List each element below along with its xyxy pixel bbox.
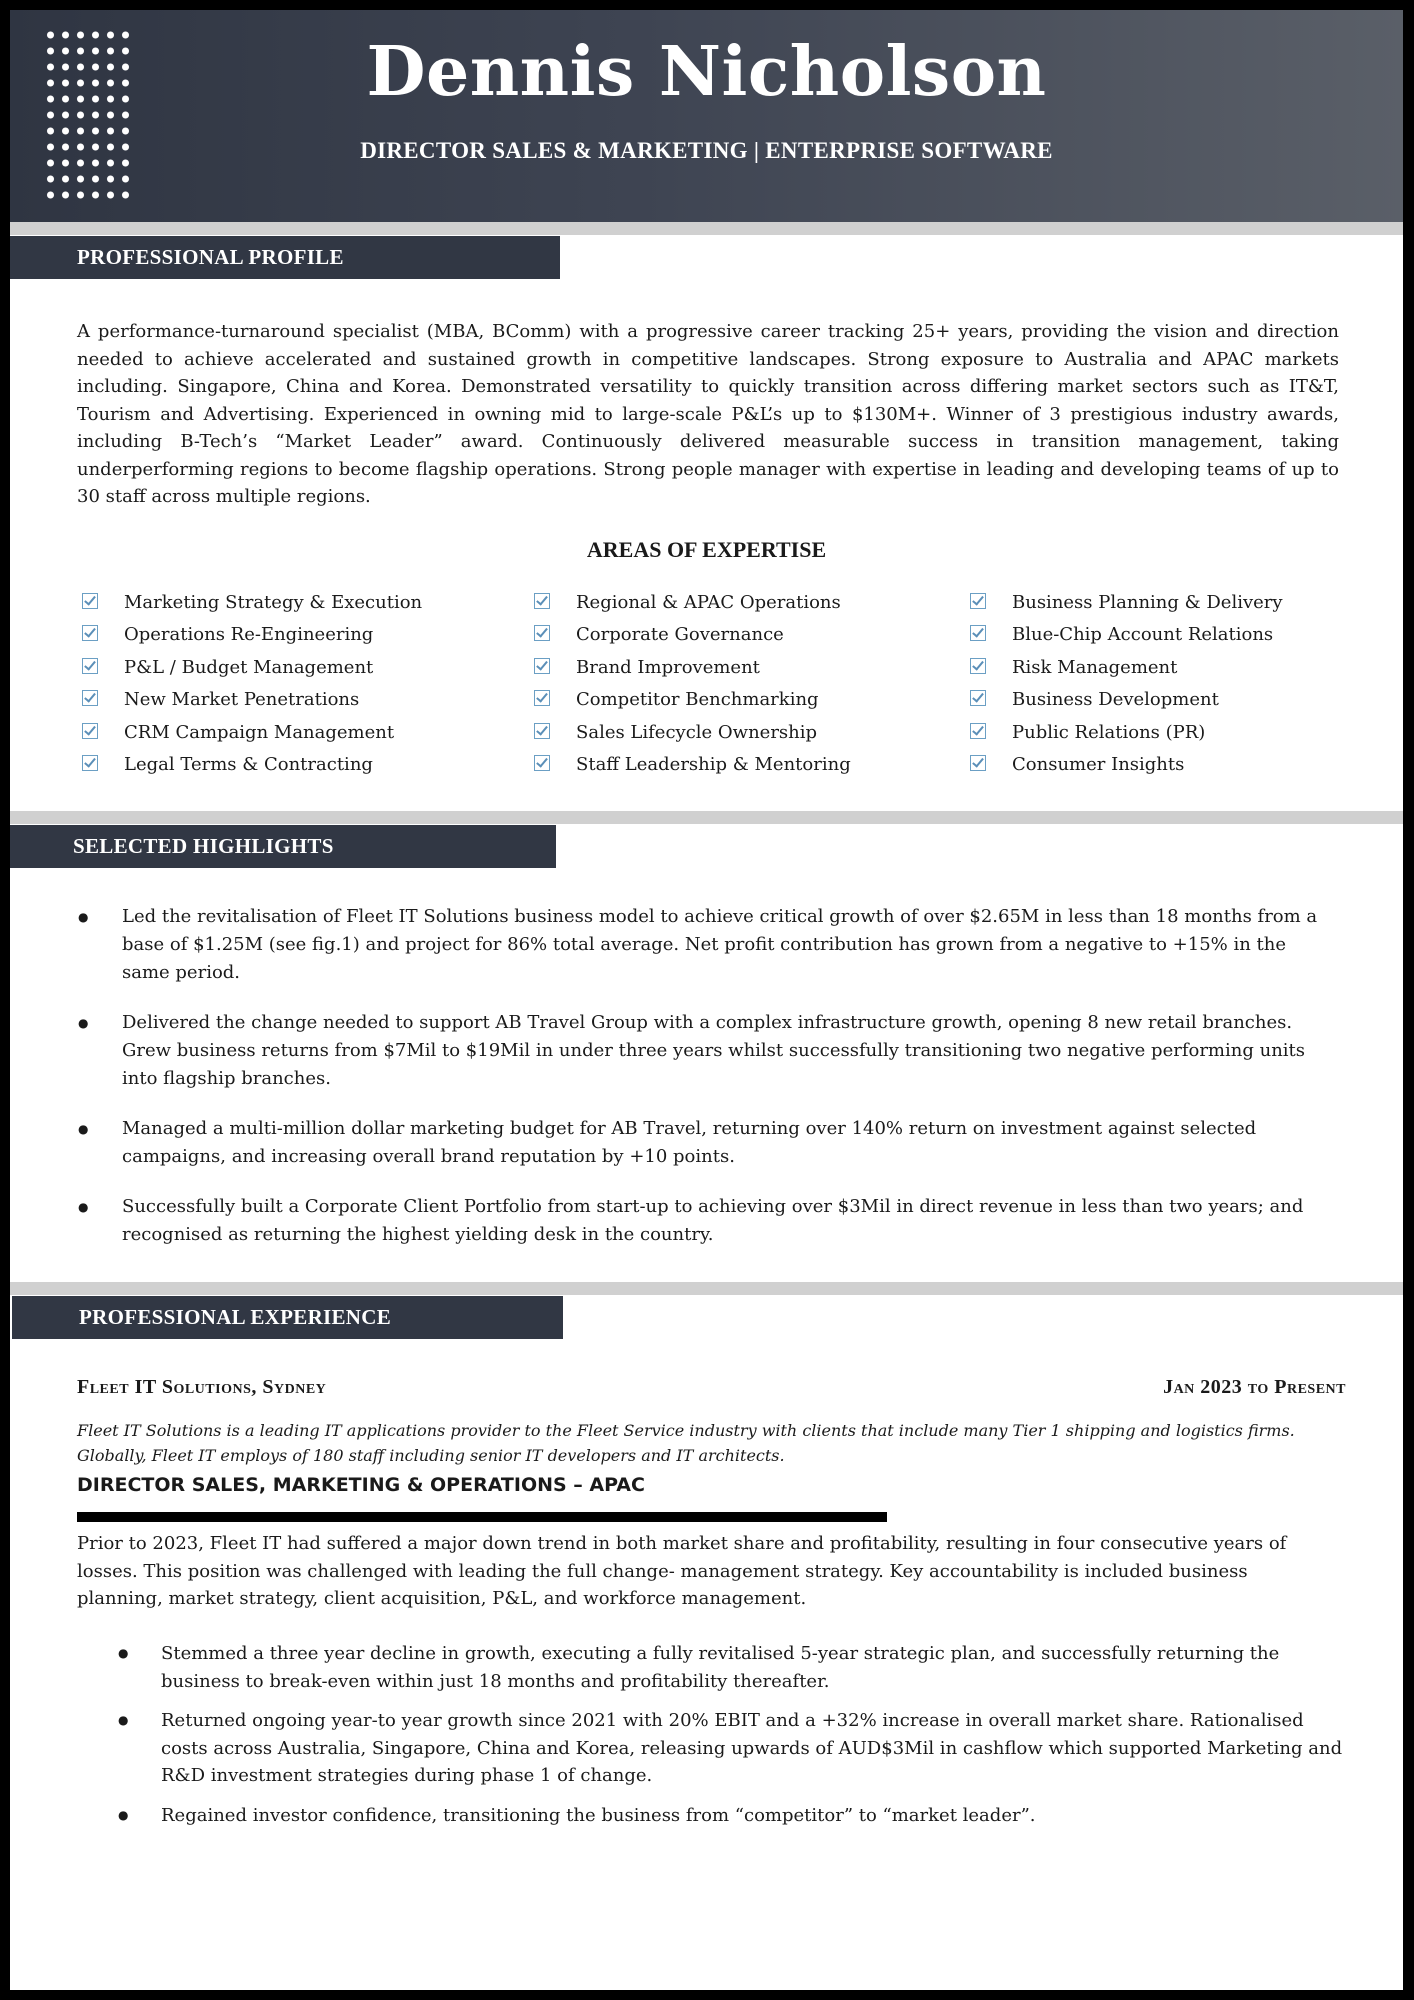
expertise-label: New Market Penetrations	[124, 689, 360, 711]
expertise-label: Public Relations (PR)	[1012, 721, 1206, 743]
highlight-item: ● Managed a multi-million dollar marketing budget for AB Travel, returning over 140% return on investment against selected campaigns, and increasing overall brand reputation by +10 points.	[78, 1115, 1328, 1171]
expertise-label: Staff Leadership & Mentoring	[576, 753, 851, 775]
achievement-item: ● Regained investor confidence, transitioning the business from “competitor” to “market leader”.	[118, 1802, 1348, 1830]
expertise-column	[534, 587, 851, 781]
candidate-tagline: DIRECTOR SALES & MARKETING | ENTERPRISE SOFTWARE	[360, 138, 1053, 163]
expertise-item	[82, 619, 422, 651]
checkbox-checked-icon	[82, 755, 98, 771]
candidate-name: Dennis Nicholson	[366, 32, 1047, 112]
highlight-item: ● Delivered the change needed to support AB Travel Group with a complex infrastructure growth, opening 8 new retail branches. Grew business returns from $7Mil to $19Mil in under three years whilst successfully transitioning two negative performing units into flagship branches.	[78, 1009, 1328, 1093]
expertise-item	[534, 749, 851, 781]
checkbox-checked-icon	[970, 625, 986, 641]
checkbox-checked-icon	[970, 593, 986, 609]
expertise-label: Marketing Strategy & Execution	[124, 592, 423, 613]
expertise-label: Consumer Insights	[1012, 753, 1185, 775]
employment-dates: Jan 2023 to Present	[1163, 1376, 1346, 1398]
highlight-item: ● Led the revitalisation of Fleet IT Solutions business model to achieve critical growth of over $2.65M in less than 18 months from a base of $1.25M (see fig.1) and project for 86% total average. Net profit contribution has grown from a negative to +15% in the same period.	[78, 903, 1328, 987]
expertise-column	[82, 587, 422, 781]
expertise-item	[534, 717, 851, 749]
expertise-item	[82, 684, 422, 716]
expertise-title: AREAS OF EXPERTISE	[586, 537, 827, 562]
checkbox-checked-icon	[82, 625, 98, 641]
expertise-item	[534, 619, 851, 651]
company-description: Fleet IT Solutions is a leading IT applications provider to the Fleet Service industry with clients that include many Tier 1 shipping and logistics firms. Globally, Fleet IT employs of 180 staff including senior IT developers and IT architects.	[77, 1421, 1295, 1465]
section-heading-highlights: SELECTED HIGHLIGHTS	[10, 825, 556, 868]
expertise-label: Risk Management	[1012, 656, 1178, 678]
expertise-label: Corporate Governance	[576, 624, 784, 646]
section-heading-experience: PROFESSIONAL EXPERIENCE	[12, 1296, 563, 1339]
checkbox-checked-icon	[82, 593, 98, 609]
section-divider	[10, 811, 1403, 824]
profile-summary: A performance-turnaround specialist (MBA, BComm) with a progressive career tracking 25+ years, providing the vision and direction needed to achieve accelerated and sustained growth in competitive landscapes. Strong exposure to Australia and APAC markets including. Singapore, China and Korea. Demonstrated versatility to quickly transition across differing market sectors such as IT&T, Tourism and Advertising. Experienced in owning mid to large-scale P&L’s up to $130M+. Winner of 3 prestigious industry awards, including B-Tech’s “Market Leader” award. Continuously delivered measurable success in transition management, taking underperforming regions to become flagship operations. Strong people manager with expertise in leading and developing teams of up to 30 staff across multiple regions.	[77, 321, 1339, 507]
section-heading-profile: PROFESSIONAL PROFILE	[10, 236, 560, 279]
expertise-item	[534, 684, 851, 716]
section-divider	[10, 1282, 1403, 1295]
title-underline-bar	[77, 1512, 887, 1522]
achievements-list	[118, 1640, 1348, 1841]
role-summary: Prior to 2023, Fleet IT had suffered a major down trend in both market share and profitability, resulting in four consecutive years of losses. This position was challenged with leading the full change- management strategy. Key accountability is included business planning, market strategy, client acquisition, P&L, and workforce management.	[77, 1533, 1287, 1609]
expertise-label: Business Development	[1012, 689, 1219, 711]
job-title: DIRECTOR SALES, MARKETING & OPERATIONS – APAC	[77, 1474, 645, 1496]
expertise-item	[970, 619, 1283, 651]
checkbox-checked-icon	[534, 593, 550, 609]
checkbox-checked-icon	[534, 625, 550, 641]
expertise-grid	[82, 587, 1362, 787]
expertise-label: Blue-Chip Account Relations	[1012, 624, 1274, 646]
expertise-label: Legal Terms & Contracting	[124, 753, 373, 775]
expertise-item	[970, 587, 1283, 619]
highlight-item: ● Successfully built a Corporate Client Portfolio from start-up to achieving over $3Mil in direct revenue in less than two years; and recognised as returning the highest yielding desk in the country.	[78, 1193, 1328, 1249]
expertise-label: Operations Re-Engineering	[124, 624, 374, 646]
achievement-item: ● Returned ongoing year-to year growth since 2021 with 20% EBIT and a +32% increase in overall market share. Rationalised costs across Australia, Singapore, China and Korea, releasing upwards of AUD$3Mil in cashflow which supported Marketing and R&D investment strategies during phase 1 of change.	[118, 1707, 1348, 1790]
checkbox-checked-icon	[82, 723, 98, 739]
expertise-item	[534, 587, 851, 619]
checkbox-checked-icon	[82, 658, 98, 674]
checkbox-checked-icon	[970, 690, 986, 706]
achievement-item: ● Stemmed a three year decline in growth, executing a fully revitalised 5-year strategic plan, and successfully returning the business to break-even within just 18 months and profitability thereafter.	[118, 1640, 1348, 1695]
expertise-label: CRM Campaign Management	[124, 721, 395, 743]
highlights-list	[78, 903, 1328, 1271]
expertise-item	[534, 652, 851, 684]
expertise-label: Brand Improvement	[576, 656, 760, 678]
checkbox-checked-icon	[534, 690, 550, 706]
expertise-column	[970, 587, 1283, 781]
company-name: Fleet IT Solutions, Sydney	[77, 1376, 327, 1398]
section-divider	[10, 222, 1403, 235]
expertise-label: Business Planning & Delivery	[1012, 592, 1283, 613]
resume-page	[10, 10, 1403, 1990]
checkbox-checked-icon	[970, 723, 986, 739]
expertise-label: P&L / Budget Management	[124, 656, 374, 678]
checkbox-checked-icon	[534, 755, 550, 771]
expertise-label: Competitor Benchmarking	[576, 689, 819, 711]
expertise-label: Sales Lifecycle Ownership	[576, 721, 818, 743]
resume-header	[10, 10, 1403, 222]
expertise-item	[82, 749, 422, 781]
expertise-item	[970, 684, 1283, 716]
checkbox-checked-icon	[82, 690, 98, 706]
checkbox-checked-icon	[534, 723, 550, 739]
expertise-label: Regional & APAC Operations	[576, 592, 841, 613]
checkbox-checked-icon	[534, 658, 550, 674]
expertise-item	[82, 587, 422, 619]
expertise-item	[82, 717, 422, 749]
expertise-item	[82, 652, 422, 684]
expertise-item	[970, 717, 1283, 749]
checkbox-checked-icon	[970, 658, 986, 674]
expertise-item	[970, 652, 1283, 684]
checkbox-checked-icon	[970, 755, 986, 771]
expertise-item	[970, 749, 1283, 781]
